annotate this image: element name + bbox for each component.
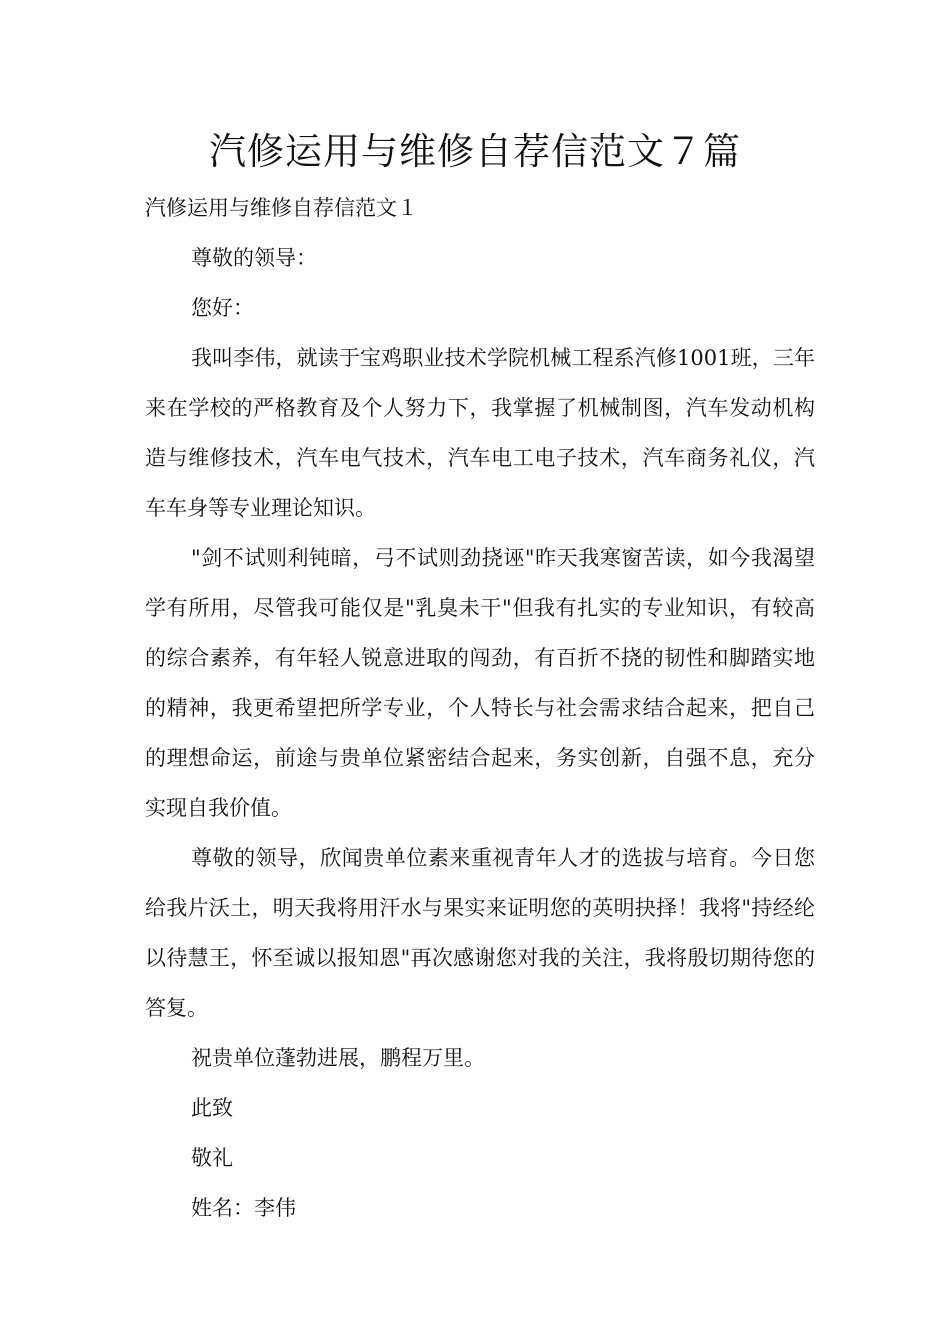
letter-subtitle: 汽修运用与维修自荐信范文１ — [145, 196, 418, 220]
letter-paragraph: "剑不试则利钝暗，弓不试则劲挠诬"昨天我寒窗苦读，如今我渴望学有所用，尽管我可能仅是"乳臭未干"但我有扎实的专业知识，有较高的综合素养，有年轻人锐意进取的闯劲，有百折不挠的韧性和脚踏实地的精神，我更希望把所学专业，个人特长与社会需求结合起来，把自己的理想命运，前途与贵单位紧密结合起来，务实创新，自强不息，充分实现自我价值。 — [145, 546, 815, 820]
letter-greeting: 尊敬的领导： — [191, 246, 317, 270]
letter-closing: 此致 — [191, 1096, 233, 1120]
letter-paragraph: 我叫李伟，就读于宝鸡职业技术学院机械工程系汽修1001班，三年来在学校的严格教育及个人努力下，我掌握了机械制图，汽车发动机构造与维修技术，汽车电气技术，汽车电工电子技术，汽车商务礼仪，汽车车身等专业理论知识。 — [145, 346, 815, 520]
letter-signature: 姓名：李伟 — [191, 1196, 296, 1220]
letter-paragraph: 尊敬的领导，欣闻贵单位素来重视青年人才的选拔与培育。今日您给我片沃土，明天我将用汗水与果实来证明您的英明抉择！我将"持经纶以待慧王，怀至诚以报知恩"再次感谢您对我的关注，我将殷切期待您的答复。 — [145, 846, 815, 1020]
letter-closing-regards: 敬礼 — [191, 1146, 233, 1170]
letter-wish: 祝贵单位蓬勃进展，鹏程万里。 — [191, 1046, 485, 1070]
document-title: 汽修运用与维修自荐信范文７篇 — [209, 130, 741, 173]
letter-salutation: 您好： — [191, 296, 254, 320]
document-body — [145, 183, 815, 1233]
